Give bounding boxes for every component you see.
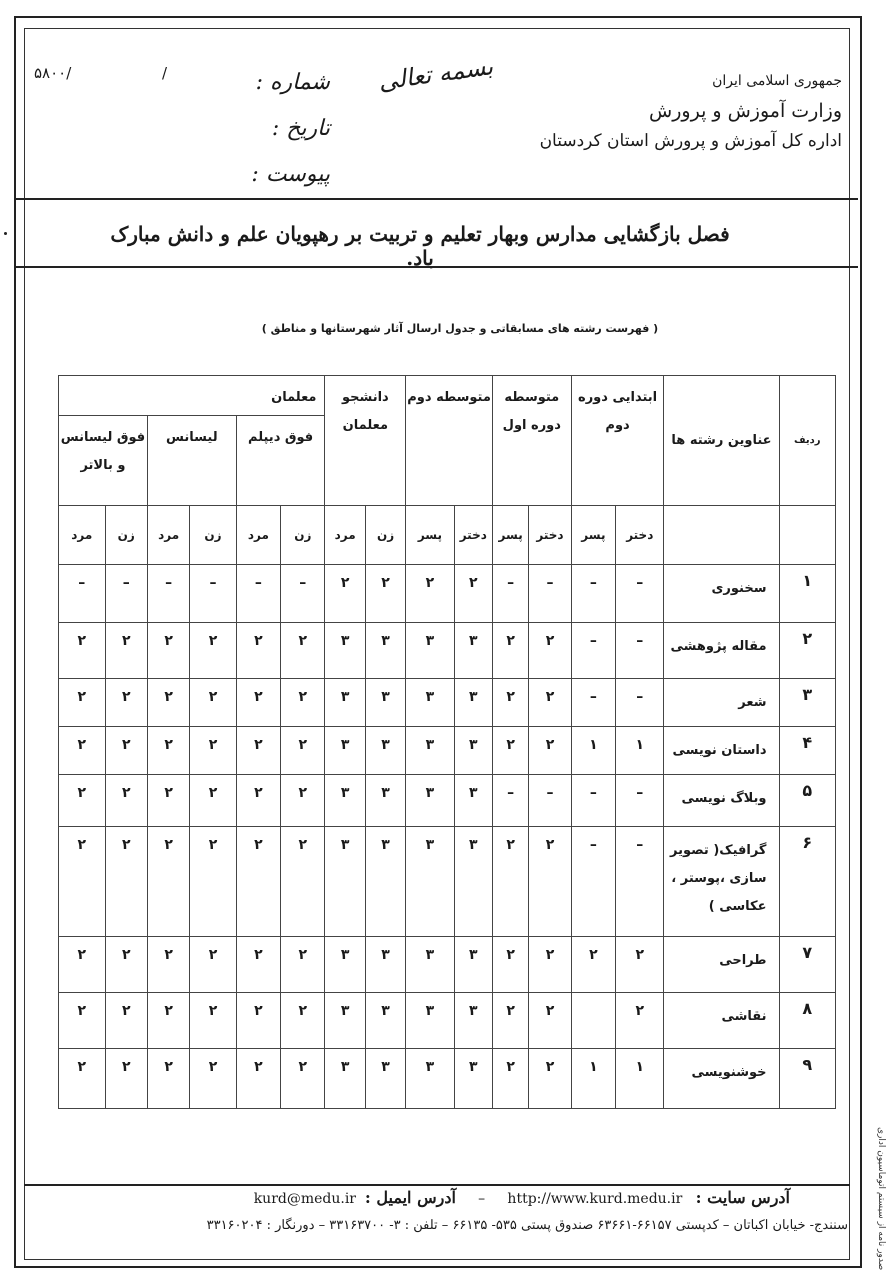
quota-cell: ۳ — [365, 623, 405, 679]
row-number: ۷ — [779, 937, 836, 993]
quota-cell: ۳ — [406, 937, 454, 993]
sub-girl: دختر — [454, 506, 492, 565]
quota-cell: ۲ — [147, 827, 189, 937]
col-teachers-header: معلمان — [59, 376, 325, 416]
quota-cell: – — [616, 565, 664, 623]
quota-cell: ۳ — [365, 993, 405, 1049]
quota-cell: ۲ — [281, 937, 325, 993]
quota-cell: – — [236, 565, 280, 623]
quota-cell: ۲ — [529, 827, 571, 937]
table-title: ( فهرست رشته های مسابقاتی و جدول ارسال آثار شهرستانها و مناطق ) — [261, 322, 659, 335]
col-elementary-header: ابتدایی دوره دوم — [571, 376, 664, 506]
sub-girl: دختر — [529, 506, 571, 565]
field-name: طراحی — [664, 937, 779, 993]
quota-cell: – — [571, 679, 615, 727]
quota-cell: ۲ — [365, 565, 405, 623]
quota-cell: ۳ — [325, 679, 365, 727]
quota-cell: ۳ — [406, 1049, 454, 1109]
sub-man: مرد — [59, 506, 106, 565]
row-number: ۸ — [779, 993, 836, 1049]
quota-cell: ۲ — [147, 937, 189, 993]
table-row — [59, 727, 836, 775]
quota-cell: ۲ — [492, 679, 528, 727]
site-label: آدرس سایت : — [695, 1188, 790, 1207]
field-name: سخنوری — [664, 565, 779, 623]
row-number: ۱ — [779, 565, 836, 623]
field-name: شعر — [664, 679, 779, 727]
quota-cell: ۲ — [59, 993, 106, 1049]
table-row — [59, 937, 836, 993]
letterhead-office: اداره کل آموزش و پرورش استان کردستان — [539, 131, 842, 151]
quota-cell: ۲ — [236, 623, 280, 679]
quota-cell: ۲ — [529, 1049, 571, 1109]
letter-number: ۵۸۰۰/ — [34, 64, 72, 82]
quota-cell: ۳ — [406, 775, 454, 827]
quota-cell: ۲ — [236, 679, 280, 727]
quota-cell: ۲ — [406, 565, 454, 623]
quota-cell: ۳ — [365, 1049, 405, 1109]
quota-cell: ۳ — [406, 623, 454, 679]
row-number: ۴ — [779, 727, 836, 775]
quota-cell: – — [571, 827, 615, 937]
quota-cell: ۳ — [406, 727, 454, 775]
col-master-header: فوق لیسانس و بالاتر — [59, 416, 148, 506]
field-name: مقاله پژوهشی — [664, 623, 779, 679]
quota-cell: – — [529, 565, 571, 623]
quota-cell: ۳ — [325, 727, 365, 775]
date-label: تاریخ : — [271, 116, 330, 141]
quota-cell: ۳ — [365, 727, 405, 775]
quota-cell: – — [616, 827, 664, 937]
quota-cell: ۲ — [236, 1049, 280, 1109]
footer-contacts — [150, 1188, 790, 1207]
quota-cell: – — [492, 565, 528, 623]
sub-woman: زن — [281, 506, 325, 565]
quota-cell: ۲ — [190, 1049, 236, 1109]
quota-cell: ۱ — [571, 1049, 615, 1109]
sub-man: مرد — [325, 506, 365, 565]
letterhead-ministry: وزارت آموزش و پرورش — [649, 100, 842, 122]
footer-address: سنندج- خیابان اکباتان – کدپستی ۶۶۱۵۷-۶۳۶۶۱ صندوق پستی ۵۳۵- ۶۶۱۳۵ – تلفن : ۳- ۳۳۱۶۳۷۰۰ – دورنگار : ۳۳۱۶۰۲۰۴ — [206, 1218, 848, 1233]
quota-cell: ۲ — [147, 775, 189, 827]
date-slash: / — [162, 64, 168, 82]
quota-cell — [571, 993, 615, 1049]
quota-cell: ۲ — [529, 623, 571, 679]
quota-cell: ۲ — [281, 775, 325, 827]
quota-cell: ۳ — [406, 679, 454, 727]
letterhead — [540, 66, 842, 156]
row-number: ۶ — [779, 827, 836, 937]
quota-cell: – — [281, 565, 325, 623]
quota-cell: – — [190, 565, 236, 623]
sub-boy: پسر — [571, 506, 615, 565]
quota-cell: ۲ — [492, 1049, 528, 1109]
col-mid1-header: متوسطه دوره اول — [492, 376, 571, 506]
quota-cell: ۳ — [365, 937, 405, 993]
quota-cell: ۲ — [492, 827, 528, 937]
quota-cell: ۳ — [325, 937, 365, 993]
quota-cell: ۲ — [529, 727, 571, 775]
quota-cell: ۲ — [454, 565, 492, 623]
quota-cell: ۳ — [454, 775, 492, 827]
quota-cell: ۲ — [529, 679, 571, 727]
quota-cell: ۲ — [281, 623, 325, 679]
email-link[interactable]: kurd@medu.ir — [253, 1191, 357, 1207]
quota-cell: ۲ — [492, 623, 528, 679]
quota-cell: ۱ — [616, 1049, 664, 1109]
quota-cell: ۲ — [105, 1049, 147, 1109]
col-bachelor-header: لیسانس — [147, 416, 236, 506]
table-row — [59, 993, 836, 1049]
row-number: ۲ — [779, 623, 836, 679]
quota-cell: ۲ — [236, 993, 280, 1049]
table-row — [59, 1049, 836, 1109]
quota-cell: ۲ — [190, 937, 236, 993]
field-name: نقاشی — [664, 993, 779, 1049]
quota-cell: – — [616, 679, 664, 727]
quota-cell: ۱ — [571, 727, 615, 775]
table-body — [59, 565, 836, 1109]
quota-cell: – — [59, 565, 106, 623]
side-note: صدور نامه از سیستم اتوماسیون اداری — [876, 1126, 886, 1270]
quota-cell: ۲ — [147, 623, 189, 679]
quota-cell: ۲ — [59, 937, 106, 993]
quota-cell: ۲ — [616, 937, 664, 993]
quota-cell: ۲ — [105, 827, 147, 937]
row-number: ۵ — [779, 775, 836, 827]
quota-cell: ۳ — [365, 679, 405, 727]
quota-cell: ۲ — [190, 623, 236, 679]
competition-table — [58, 375, 836, 1109]
email-label: آدرس ایمیل : — [364, 1188, 456, 1207]
row-number: ۳ — [779, 679, 836, 727]
attachment-label: پیوست : — [251, 162, 330, 187]
quota-cell: ۲ — [571, 937, 615, 993]
table-row — [59, 775, 836, 827]
quota-cell: – — [105, 565, 147, 623]
quota-cell: ۲ — [147, 993, 189, 1049]
quota-cell: – — [571, 623, 615, 679]
quota-cell: ۲ — [492, 727, 528, 775]
quota-cell: ۳ — [325, 623, 365, 679]
table-row — [59, 565, 836, 623]
quota-cell: – — [529, 775, 571, 827]
quota-cell: ۳ — [454, 623, 492, 679]
quota-cell: ۲ — [281, 679, 325, 727]
sub-blank — [779, 506, 836, 565]
letter-meta — [250, 60, 330, 198]
quota-cell: – — [147, 565, 189, 623]
motto: فصل بازگشایی مدارس وبهار تعلیم و تربیت بر رهپویان علم و دانش مبارک باد. — [110, 222, 730, 270]
quota-cell: – — [616, 775, 664, 827]
number-label: شماره : — [255, 70, 330, 95]
footer-separator: – — [478, 1191, 486, 1207]
quota-cell: ۲ — [59, 727, 106, 775]
bismillah: بسمه تعالی — [376, 52, 495, 96]
divider-bottom — [16, 266, 858, 268]
quota-cell: ۲ — [281, 727, 325, 775]
quota-cell: ۳ — [454, 993, 492, 1049]
sub-girl: دختر — [616, 506, 664, 565]
sub-woman: زن — [365, 506, 405, 565]
quota-cell: ۲ — [190, 727, 236, 775]
quota-cell: ۳ — [406, 993, 454, 1049]
quota-cell: ۳ — [365, 827, 405, 937]
quota-cell: ۲ — [59, 827, 106, 937]
quota-cell: ۳ — [325, 993, 365, 1049]
quota-cell: ۳ — [454, 937, 492, 993]
col-row-header: ردیف — [779, 376, 836, 506]
quota-cell: ۳ — [454, 827, 492, 937]
table-row — [59, 679, 836, 727]
quota-cell: ۲ — [105, 623, 147, 679]
table-row — [59, 623, 836, 679]
quota-cell: ۳ — [406, 827, 454, 937]
quota-cell: – — [616, 623, 664, 679]
quota-cell: ۲ — [59, 623, 106, 679]
sub-boy: پسر — [406, 506, 454, 565]
margin-dot — [4, 232, 7, 235]
quota-cell: ۲ — [325, 565, 365, 623]
quota-cell: ۲ — [236, 827, 280, 937]
quota-cell: ۳ — [454, 679, 492, 727]
quota-cell: ۲ — [281, 1049, 325, 1109]
table-row — [59, 827, 836, 937]
quota-cell: ۳ — [365, 775, 405, 827]
quota-cell: ۲ — [105, 727, 147, 775]
divider-top — [16, 198, 858, 200]
quota-cell: ۲ — [281, 993, 325, 1049]
row-number: ۹ — [779, 1049, 836, 1109]
quota-cell: – — [492, 775, 528, 827]
sub-boy: پسر — [492, 506, 528, 565]
site-link[interactable]: http://www.kurd.medu.ir — [507, 1191, 683, 1207]
quota-cell: ۲ — [105, 679, 147, 727]
quota-cell: ۳ — [454, 1049, 492, 1109]
quota-cell: ۲ — [59, 775, 106, 827]
quota-cell: ۲ — [236, 727, 280, 775]
quota-cell: ۲ — [105, 775, 147, 827]
sub-man: مرد — [236, 506, 280, 565]
quota-cell: ۳ — [454, 727, 492, 775]
quota-cell: ۲ — [190, 993, 236, 1049]
col-diploma-header: فوق دیپلم — [236, 416, 325, 506]
quota-cell: ۲ — [190, 775, 236, 827]
quota-cell: ۲ — [59, 679, 106, 727]
quota-cell: ۳ — [325, 827, 365, 937]
field-name: گرافیک( تصویر سازی ،پوستر ، عکاسی ) — [664, 827, 779, 937]
footer-divider — [24, 1184, 850, 1186]
quota-cell: ۲ — [105, 993, 147, 1049]
quota-cell: ۲ — [105, 937, 147, 993]
quota-cell: ۲ — [147, 679, 189, 727]
field-name: داستان نویسی — [664, 727, 779, 775]
quota-cell: ۱ — [616, 727, 664, 775]
sub-woman: زن — [105, 506, 147, 565]
field-name: خوشنویسی — [664, 1049, 779, 1109]
quota-cell: ۲ — [59, 1049, 106, 1109]
quota-cell: ۲ — [281, 827, 325, 937]
quota-cell: – — [571, 775, 615, 827]
quota-cell: ۳ — [325, 1049, 365, 1109]
quota-cell: ۲ — [529, 937, 571, 993]
quota-cell: ۲ — [190, 679, 236, 727]
letterhead-country: جمهوری اسلامی ایران — [712, 73, 842, 89]
sub-blank — [664, 506, 779, 565]
quota-cell: ۲ — [147, 1049, 189, 1109]
quota-cell: – — [571, 565, 615, 623]
quota-cell: ۲ — [616, 993, 664, 1049]
col-field-header: عناوین رشته ها — [664, 376, 779, 506]
field-name: وبلاگ نویسی — [664, 775, 779, 827]
quota-cell: ۳ — [325, 775, 365, 827]
quota-cell: ۲ — [147, 727, 189, 775]
col-student-teachers-header: دانشجو معلمان — [325, 376, 406, 506]
quota-cell: ۲ — [529, 993, 571, 1049]
quota-cell: ۲ — [190, 827, 236, 937]
quota-cell: ۲ — [492, 937, 528, 993]
quota-cell: ۲ — [236, 775, 280, 827]
quota-cell: ۲ — [492, 993, 528, 1049]
col-mid2-header: متوسطه دوم — [406, 376, 493, 506]
quota-cell: ۲ — [236, 937, 280, 993]
sub-woman: زن — [190, 506, 236, 565]
sub-man: مرد — [147, 506, 189, 565]
